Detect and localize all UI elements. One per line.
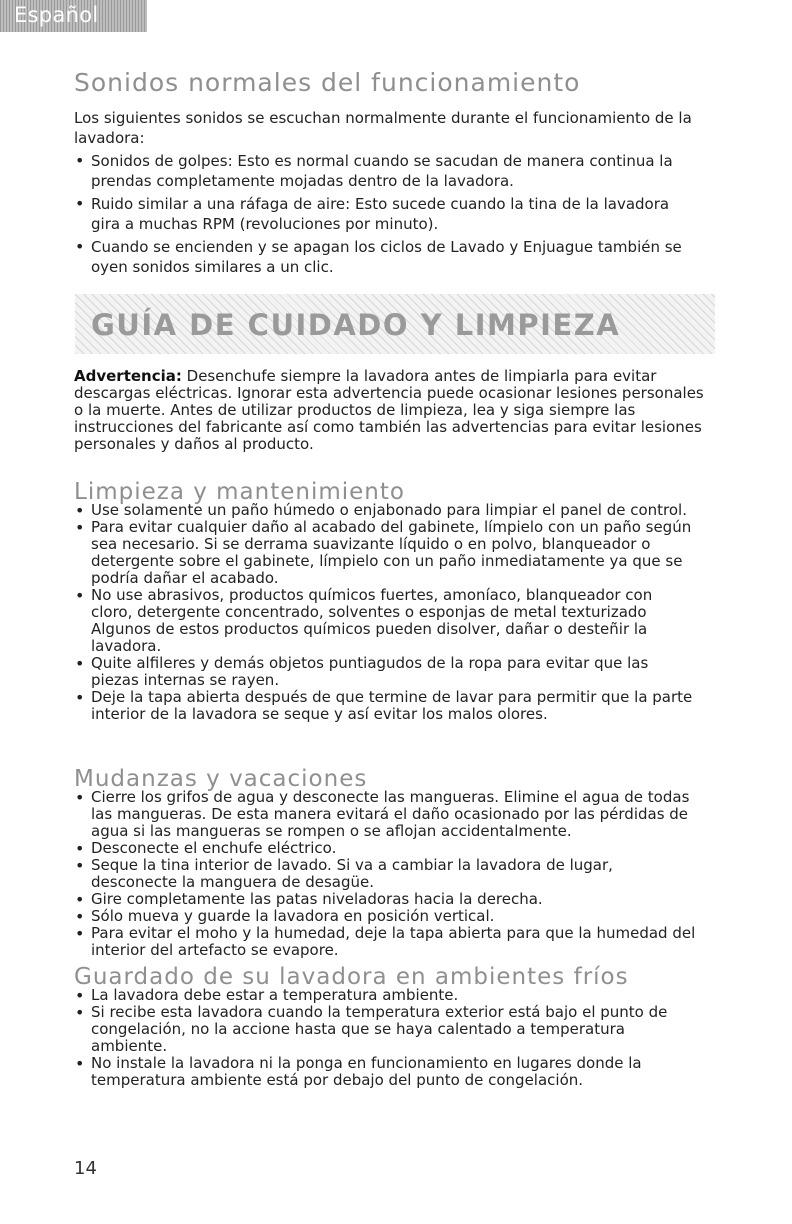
sounds-heading: Sonidos normales del funcionamiento [74,68,581,97]
cleaning-heading: Limpieza y mantenimiento [74,479,405,505]
list-item: • Gire completamente las patas niveladoras hacia la derecha. [74,891,696,908]
warning-text: Desenchufe siempre la lavadora antes de limpiarla para evitar descargas eléctricas. Ignorar esta advertencia puede ocasionar lesiones personales o la muerte. Antes de utilizar productos de limpieza, lea y siga siempre las instrucciones del fabricante así como también las advertencias para evitar lesiones personales y daños al producto. [74,367,704,453]
warning-label: Advertencia: [74,367,182,385]
list-item: • Ruido similar a una ráfaga de aire: Esto sucede cuando la tina de la lavadora gira a muchas RPM (revoluciones por minuto). [74,194,696,234]
list-item: • La lavadora debe estar a temperatura ambiente. [74,987,696,1004]
list-item: • Sólo mueva y guarde la lavadora en posición vertical. [74,908,696,925]
cold-storage-heading: Guardado de su lavadora en ambientes fríos [74,964,629,990]
list-item: • No use abrasivos, productos químicos fuertes, amoníaco, blanqueador con cloro, detergente concentrado, solventes o esponjas de metal texturizado Algunos de estos productos químicos pueden disolver, dañar o desteñir la lavadora. [74,587,696,655]
cleaning-list [74,502,696,723]
moving-heading: Mudanzas y vacaciones [74,766,368,792]
list-item: • Si recibe esta lavadora cuando la temperatura exterior está bajo el punto de congelación, no la accione hasta que se haya calentado a temperatura ambiente. [74,1004,696,1055]
sounds-list [74,151,696,280]
list-item: • Deje la tapa abierta después de que termine de lavar para permitir que la parte interior de la lavadora se seque y así evitar los malos olores. [74,689,696,723]
list-item: • Seque la tina interior de lavado. Si va a cambiar la lavadora de lugar, desconecte la manguera de desagüe. [74,857,696,891]
list-item: • Sonidos de golpes: Esto es normal cuando se sacudan de manera continua la prendas completamente mojadas dentro de la lavadora. [74,151,696,191]
list-item: • Desconecte el enchufe eléctrico. [74,840,696,857]
list-item: • Para evitar el moho y la humedad, deje la tapa abierta para que la humedad del interior del artefacto se evapore. [74,925,696,959]
list-item: • Cierre los grifos de agua y desconecte las mangueras. Elimine el agua de todas las mangueras. De esta manera evitará el daño ocasionado por las pérdidas de agua si las mangueras se rompen o se aflojan accidentalmente. [74,789,696,840]
warning-paragraph [74,368,704,453]
page-number: 14 [74,1158,97,1179]
cold-storage-list [74,987,696,1089]
moving-list [74,789,696,959]
list-item: • Cuando se encienden y se apagan los ciclos de Lavado y Enjuague también se oyen sonidos similares a un clic. [74,237,696,277]
language-tab-label: Español [14,3,99,27]
list-item: • Para evitar cualquier daño al acabado del gabinete, límpielo con un paño según sea necesario. Si se derrama suavizante líquido o en polvo, blanqueador o detergente sobre el gabinete, límpielo con un paño inmediatamente ya que se podría dañar el acabado. [74,519,696,587]
sounds-intro: Los siguientes sonidos se escuchan normalmente durante el funcionamiento de la lavadora: [74,109,692,147]
care-guide-title: GUÍA DE CUIDADO Y LIMPIEZA [91,308,621,342]
list-item: • Quite alfileres y demás objetos puntiagudos de la ropa para evitar que las piezas internas se rayen. [74,655,696,689]
care-guide-banner [75,294,715,354]
language-tab [0,0,147,32]
list-item: • No instale la lavadora ni la ponga en funcionamiento en lugares donde la temperatura ambiente está por debajo del punto de congelación. [74,1055,696,1089]
list-item: • Use solamente un paño húmedo o enjabonado para limpiar el panel de control. [74,502,696,519]
